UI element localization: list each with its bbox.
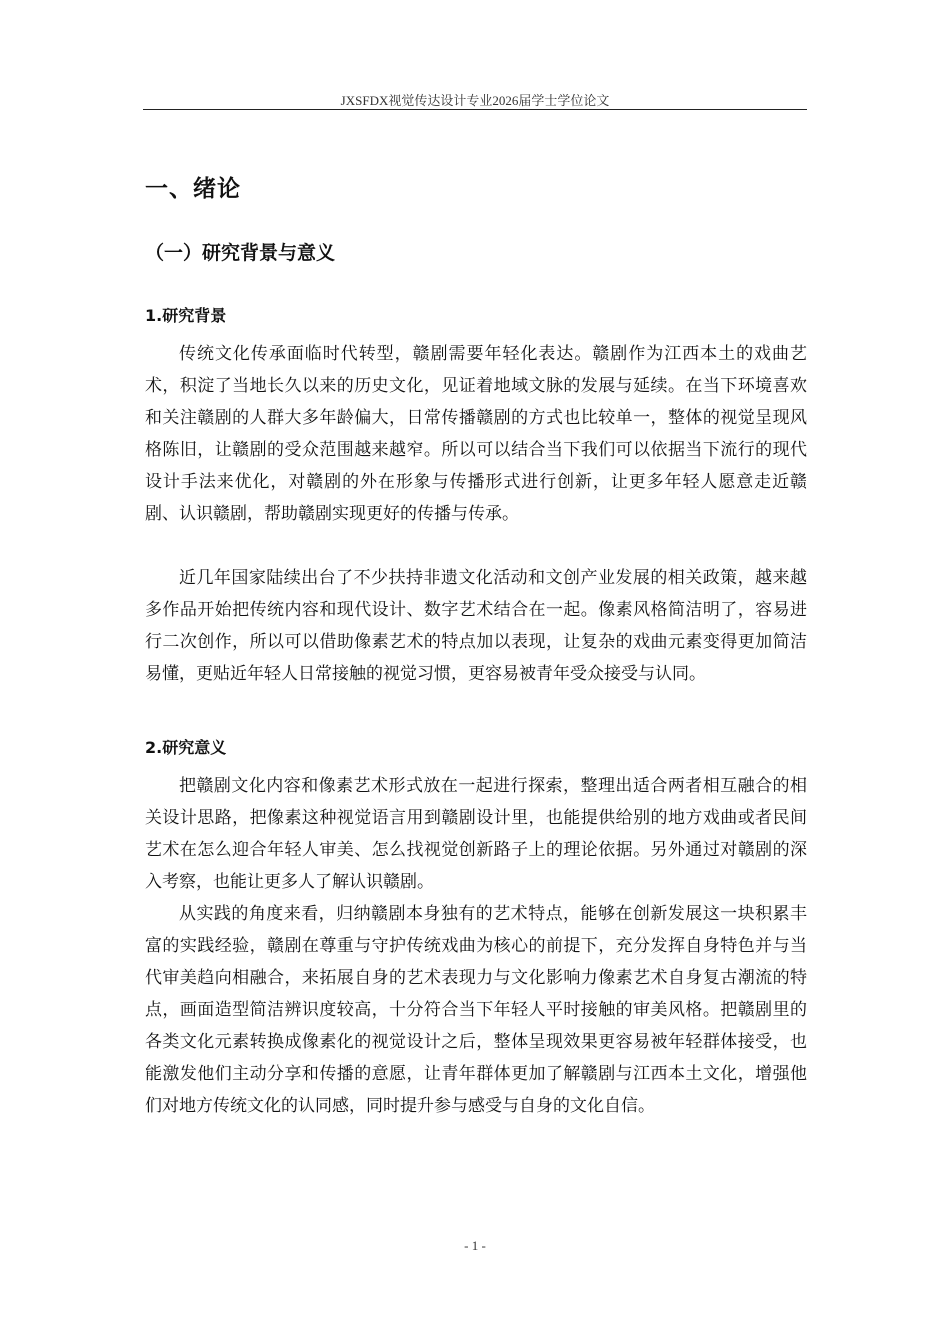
paragraph-background-2: 近几年国家陆续出台了不少扶持非遗文化活动和文创产业发展的相关政策，越来越多作品开始把传统内容和现代设计、数字艺术结合在一起。像素风格简洁明了，容易进行二次创作，所以可以借助像素艺术的特点加以表现，让复杂的戏曲元素变得更加简洁易懂，更贴近年轻人日常接触的视觉习惯，更容易被青年受众接受与认同。 <box>145 568 807 684</box>
page-number: - 1 - <box>464 1238 486 1253</box>
subsection-heading-significance: 2.研究意义 <box>145 738 227 757</box>
paragraph-significance-1: 把赣剧文化内容和像素艺术形式放在一起进行探索，整理出适合两者相互融合的相关设计思路，把像素这种视觉语言用到赣剧设计里，也能提供给别的地方戏曲或者民间艺术在怎么迎合年轻人审美、怎么找视觉创新路子上的理论依据。另外通过对赣剧的深入考察，也能让更多人了解认识赣剧。 <box>145 776 807 892</box>
section-title: （一）研究背景与意义 <box>145 242 336 264</box>
running-header: JXSFDX视觉传达设计专业2026届学士学位论文 <box>340 93 610 108</box>
paragraph-significance-2: 从实践的角度来看，归纳赣剧本身独有的艺术特点，能够在创新发展这一块积累丰富的实践经验，赣剧在尊重与守护传统戏曲为核心的前提下，充分发挥自身特色并与当代审美趋向相融合，来拓展自身的艺术表现力与文化影响力像素艺术自身复古潮流的特点，画面造型简洁辨识度较高，十分符合当下年轻人平时接触的审美风格。把赣剧里的各类文化元素转换成像素化的视觉设计之后，整体呈现效果更容易被年轻群体接受，也能激发他们主动分享和传播的意愿，让青年群体更加了解赣剧与江西本土文化，增强他们对地方传统文化的认同感，同时提升参与感受与自身的文化自信。 <box>145 904 807 1116</box>
header-rule <box>143 109 807 110</box>
subsection-heading-background: 1.研究背景 <box>145 306 227 325</box>
paragraph-background-1: 传统文化传承面临时代转型，赣剧需要年轻化表达。赣剧作为江西本土的戏曲艺术，积淀了当地长久以来的历史文化，见证着地域文脉的发展与延续。在当下环境喜欢和关注赣剧的人群大多年龄偏大，日常传播赣剧的方式也比较单一，整体的视觉呈现风格陈旧，让赣剧的受众范围越来越窄。所以可以结合当下我们可以依据当下流行的现代设计手法来优化，对赣剧的外在形象与传播形式进行创新，让更多年轻人愿意走近赣剧、认识赣剧，帮助赣剧实现更好的传播与传承。 <box>145 344 807 524</box>
chapter-title: 一、绪论 <box>145 176 241 202</box>
